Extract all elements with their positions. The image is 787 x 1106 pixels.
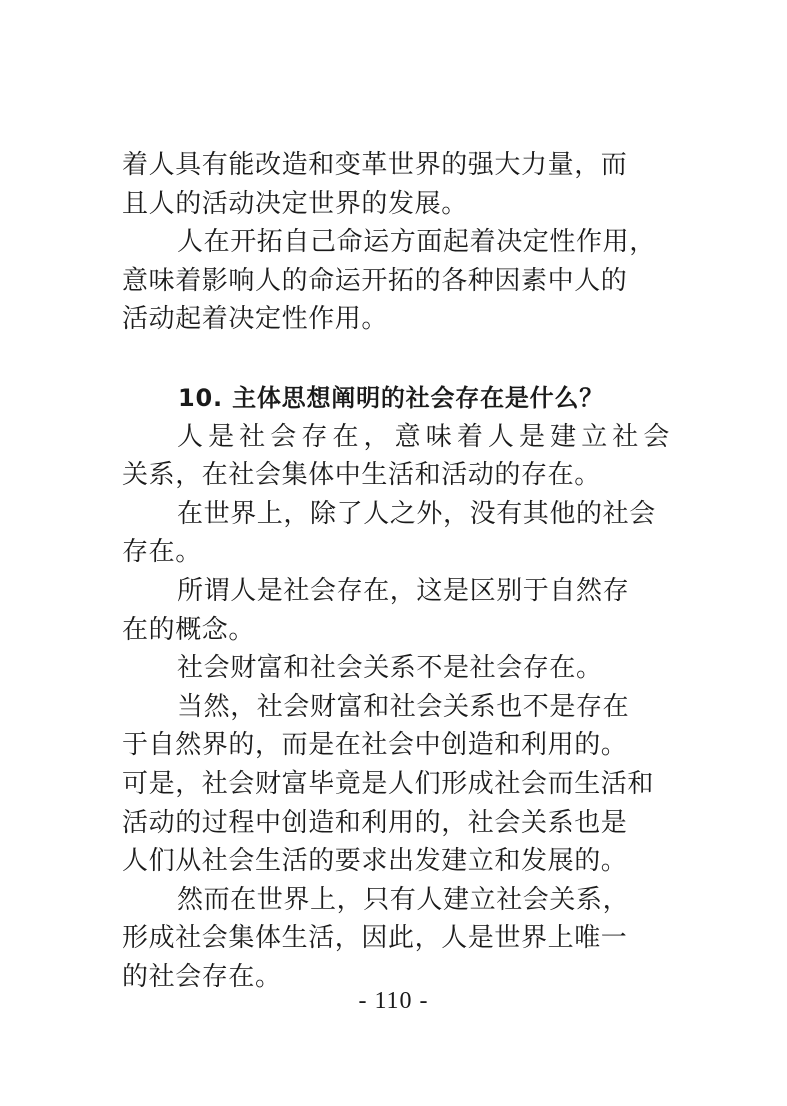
text-line: 人在开拓自己命运方面起着决定性作用， xyxy=(177,227,656,258)
text-line: 在世界上，除了人之外，没有其他的社会 xyxy=(177,498,656,529)
text-line: 着人具有能改造和变革世界的强大力量，而 xyxy=(122,150,628,180)
body-text xyxy=(122,146,670,996)
text-line: 当然，社会财富和社会关系也不是存在 xyxy=(177,691,630,722)
text-line: 活动起着决定性作用。 xyxy=(122,304,389,335)
text-line: 且人的活动决定世界的发展。 xyxy=(122,188,468,219)
text-line: 所谓人是社会存在，这是区别于自然存 xyxy=(177,575,630,606)
text-line: 关系，在社会集体中生活和活动的存在。 xyxy=(122,460,601,491)
text-line: 人是社会存在，意味着人是建立社会 xyxy=(177,421,670,452)
text-line: 意味着影响人的命运开拓的各种因素中人的 xyxy=(122,265,628,296)
section-gap xyxy=(122,339,670,379)
text-line: 在的概念。 xyxy=(122,614,256,645)
text-line: 然而在世界上，只有人建立社会关系， xyxy=(177,884,630,915)
text-line: 的社会存在。 xyxy=(122,961,282,992)
text-line: 形成社会集体生活，因此，人是世界上唯一 xyxy=(122,923,628,954)
text-line: 活动的过程中创造和利用的，社会关系也是 xyxy=(122,807,628,838)
text-line: 人们从社会生活的要求出发建立和发展的。 xyxy=(122,846,628,877)
section-heading: 10. 主体思想阐明的社会存在是什么？ xyxy=(178,383,605,412)
text-line: 于自然界的，而是在社会中创造和利用的。 xyxy=(122,730,628,761)
text-line: 可是，社会财富毕竟是人们形成社会而生活和 xyxy=(122,768,655,799)
text-line: 社会财富和社会关系不是社会存在。 xyxy=(177,653,603,684)
text-line: 存在。 xyxy=(122,537,202,568)
page-number: - 110 - xyxy=(358,988,429,1014)
